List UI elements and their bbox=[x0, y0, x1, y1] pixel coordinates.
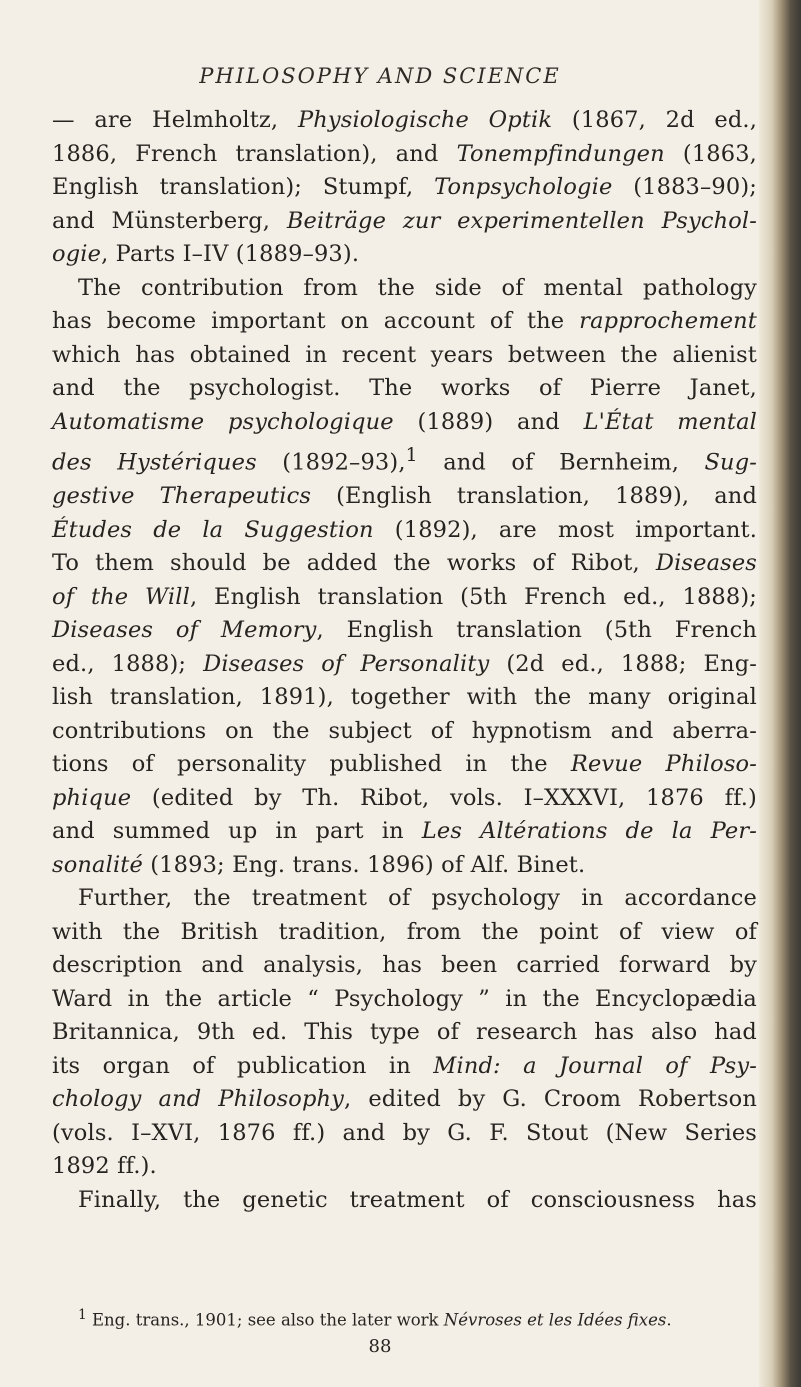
paragraph-start: Finally, the genetic treatment of consciousness has bbox=[78, 1186, 757, 1213]
text-line: To them should be added the works of Ribot, Diseases bbox=[52, 550, 757, 576]
text-line: tions of personality published in the Revue Philoso- bbox=[52, 751, 757, 777]
text-line: its organ of publication in Mind: a Journal of Psy- bbox=[52, 1052, 757, 1079]
text-line: contributions on the subject of hypnotism and aberra- bbox=[52, 717, 757, 744]
page-number: 88 bbox=[368, 1336, 392, 1357]
text-line: and Münsterberg, Beiträge zur experimentellen Psychol- bbox=[52, 207, 758, 234]
text-line: English translation); Stumpf, Tonpsychologie (1883–90); bbox=[52, 174, 757, 200]
text-line: (vols. I–XVI, 1876 ff.) and by G. F. Stout (New Series bbox=[52, 1119, 757, 1146]
text-line: chology and Philosophy, edited by G. Croom Robertson bbox=[52, 1086, 757, 1112]
binding-gutter bbox=[759, 0, 801, 1387]
text-line: and the psychologist. The works of Pierre Janet, bbox=[52, 375, 757, 401]
text-line: sonalité (1893; Eng. trans. 1896) of Alf. Binet. bbox=[52, 851, 586, 878]
text-line: ogie, Parts I–IV (1889–93). bbox=[52, 241, 360, 267]
text-line: Automatisme psychologique (1889) and L'État mental bbox=[52, 408, 758, 435]
text-line: has become important on account of the rapprochement bbox=[52, 308, 757, 334]
text-line: des Hystériques (1892–93),$^1$ and of Bernheim, Sug- bbox=[52, 445, 757, 476]
text-line: of the Will, English translation (5th French ed., 1888); bbox=[52, 583, 757, 610]
text-line: gestive Therapeutics (English translation, 1889), and bbox=[52, 483, 758, 509]
text-line: — are Helmholtz, Physiologische Optik (1867, 2d ed., bbox=[52, 107, 757, 133]
text-line: which has obtained in recent years between the alienist bbox=[52, 341, 757, 368]
text-line: Études de la Suggestion (1892), are most important. bbox=[52, 516, 757, 543]
text-line: Diseases of Memory, English translation (5th French bbox=[52, 617, 757, 643]
page-body bbox=[52, 104, 757, 1217]
text-line: and summed up in part in Les Altérations de la Per- bbox=[52, 818, 757, 844]
text-line: Ward in the article “ Psychology ” in the Encyclopædia bbox=[52, 985, 757, 1012]
paragraph-start: Further, the treatment of psychology in accordance bbox=[78, 885, 757, 911]
text-line: phique (edited by Th. Ribot, vols. I–XXXVI, 1876 ff.) bbox=[52, 784, 757, 811]
running-header: PHILOSOPHY AND SCIENCE bbox=[199, 64, 561, 88]
text-line: Britannica, 9th ed. This type of research has also had bbox=[52, 1019, 757, 1045]
text-line: with the British tradition, from the point of view of bbox=[52, 918, 757, 945]
text-line: 1886, French translation), and Tonempfindungen (1863, bbox=[52, 140, 757, 167]
text-line: lish translation, 1891), together with the many original bbox=[52, 684, 757, 710]
text-line: ed., 1888); Diseases of Personality (2d ed., 1888; Eng- bbox=[52, 650, 758, 677]
text-line: description and analysis, has been carried forward by bbox=[52, 952, 757, 978]
paragraph-start: The contribution from the side of mental pathology bbox=[78, 274, 757, 301]
footnote: $^1$ Eng. trans., 1901; see also the later work Névroses et les Idées fixes. bbox=[78, 1307, 672, 1330]
text-line: 1892 ff.). bbox=[52, 1153, 157, 1179]
